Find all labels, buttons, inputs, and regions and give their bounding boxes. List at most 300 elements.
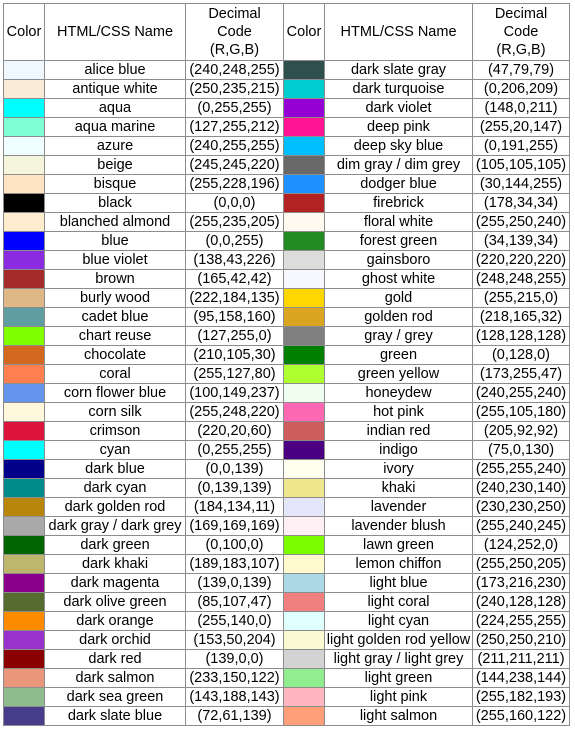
color-rgb-value: (255,250,205) [473,555,570,574]
color-swatch [4,232,44,250]
color-swatch-cell [4,403,45,422]
color-swatch [4,650,44,668]
color-swatch [4,194,44,212]
color-rgb-value: (34,139,34) [473,232,570,251]
color-name: dark turquoise [325,80,473,99]
color-name: corn silk [45,403,186,422]
table-row [4,422,570,441]
table-row [4,479,570,498]
color-rgb-value: (218,165,32) [473,308,570,327]
color-rgb-value: (0,206,209) [473,80,570,99]
color-name: dark cyan [45,479,186,498]
color-name: azure [45,137,186,156]
color-name: beige [45,156,186,175]
color-rgb-value: (165,42,42) [186,270,284,289]
color-swatch [4,460,44,478]
color-swatch [284,194,324,212]
color-name: lavender [325,498,473,517]
color-swatch-cell [284,99,325,118]
color-swatch-cell [284,194,325,213]
color-rgb-value: (85,107,47) [186,593,284,612]
color-name: deep sky blue [325,137,473,156]
table-row [4,574,570,593]
color-name: blue [45,232,186,251]
color-rgb-value: (0,128,0) [473,346,570,365]
color-swatch [284,365,324,383]
color-name: dark violet [325,99,473,118]
color-name: dark magenta [45,574,186,593]
table-row [4,61,570,80]
color-name: dodger blue [325,175,473,194]
table-row [4,346,570,365]
color-name: crimson [45,422,186,441]
color-swatch [284,441,324,459]
table-row [4,650,570,669]
color-swatch [284,403,324,421]
color-rgb-value: (139,0,0) [186,650,284,669]
color-swatch [284,422,324,440]
color-swatch-cell [4,707,45,726]
color-swatch [284,650,324,668]
color-swatch-cell [4,194,45,213]
color-swatch-cell [284,270,325,289]
color-rgb-value: (0,100,0) [186,536,284,555]
color-swatch [284,631,324,649]
color-swatch-cell [284,80,325,99]
color-swatch [284,517,324,535]
color-swatch-cell [284,479,325,498]
color-swatch-cell [4,346,45,365]
table-row [4,270,570,289]
header-color-left: Color [4,4,45,61]
color-swatch-cell [284,61,325,80]
color-swatch [284,251,324,269]
table-row [4,403,570,422]
color-swatch [284,61,324,79]
color-swatch-cell [4,441,45,460]
color-swatch-cell [284,669,325,688]
color-name: antique white [45,80,186,99]
table-row [4,669,570,688]
color-swatch [4,156,44,174]
table-row [4,118,570,137]
color-swatch [4,631,44,649]
color-rgb-value: (255,140,0) [186,612,284,631]
color-name: dark orchid [45,631,186,650]
color-rgb-value: (30,144,255) [473,175,570,194]
table-row [4,232,570,251]
color-swatch [4,308,44,326]
color-swatch-cell [284,422,325,441]
color-swatch-cell [4,669,45,688]
color-name: alice blue [45,61,186,80]
color-rgb-value: (173,216,230) [473,574,570,593]
color-name: dark red [45,650,186,669]
color-swatch-cell [4,593,45,612]
color-swatch [284,137,324,155]
color-swatch-cell [4,175,45,194]
color-swatch [284,80,324,98]
color-rgb-value: (255,228,196) [186,175,284,194]
header-decimal-line2: Code [217,24,252,40]
color-name: dark green [45,536,186,555]
color-swatch [284,669,324,687]
table-row [4,99,570,118]
color-swatch-cell [4,460,45,479]
color-name: aqua [45,99,186,118]
color-rgb-value: (0,0,139) [186,460,284,479]
color-swatch [4,61,44,79]
color-swatch-cell [4,251,45,270]
color-name: burly wood [45,289,186,308]
color-rgb-value: (240,230,140) [473,479,570,498]
color-rgb-value: (124,252,0) [473,536,570,555]
color-swatch-cell [4,213,45,232]
color-rgb-value: (139,0,139) [186,574,284,593]
color-swatch-cell [4,99,45,118]
color-swatch-cell [4,156,45,175]
color-name: lawn green [325,536,473,555]
color-name: brown [45,270,186,289]
color-swatch [4,422,44,440]
color-name: gold [325,289,473,308]
color-name: light cyan [325,612,473,631]
table-row [4,137,570,156]
color-swatch [284,346,324,364]
color-swatch-cell [4,517,45,536]
color-name: lavender blush [325,517,473,536]
color-rgb-value: (230,230,250) [473,498,570,517]
color-name: dark orange [45,612,186,631]
header-decimal-line3: (R,G,B) [209,42,260,58]
color-name: forest green [325,232,473,251]
color-swatch-cell [284,612,325,631]
color-rgb-value: (255,127,80) [186,365,284,384]
color-rgb-value: (248,248,255) [473,270,570,289]
color-swatch [4,213,44,231]
color-name: light salmon [325,707,473,726]
color-swatch-cell [4,631,45,650]
color-rgb-value: (189,183,107) [186,555,284,574]
color-name: aqua marine [45,118,186,137]
color-swatch [284,498,324,516]
color-name: dark gray / dark grey [45,517,186,536]
table-row [4,441,570,460]
color-reference-table [3,3,570,726]
color-name: dark blue [45,460,186,479]
color-name: chocolate [45,346,186,365]
color-rgb-value: (0,191,255) [473,137,570,156]
color-rgb-value: (0,0,255) [186,232,284,251]
color-rgb-value: (255,105,180) [473,403,570,422]
color-swatch [4,612,44,630]
color-rgb-value: (240,248,255) [186,61,284,80]
color-swatch-cell [4,612,45,631]
color-swatch-cell [284,631,325,650]
color-name: light pink [325,688,473,707]
color-swatch [284,327,324,345]
color-swatch [4,346,44,364]
color-name: deep pink [325,118,473,137]
color-swatch-cell [284,251,325,270]
color-rgb-value: (255,182,193) [473,688,570,707]
color-swatch [284,555,324,573]
color-rgb-value: (255,240,245) [473,517,570,536]
color-swatch-cell [284,137,325,156]
color-name: black [45,194,186,213]
color-rgb-value: (184,134,11) [186,498,284,517]
color-swatch [4,327,44,345]
color-rows [4,61,570,726]
color-swatch-cell [4,422,45,441]
header-decimal-left [186,4,284,61]
color-rgb-value: (245,245,220) [186,156,284,175]
color-rgb-value: (240,128,128) [473,593,570,612]
color-swatch-cell [284,441,325,460]
color-name: green yellow [325,365,473,384]
color-swatch-cell [284,327,325,346]
color-rgb-value: (205,92,92) [473,422,570,441]
color-name: dark slate blue [45,707,186,726]
color-swatch [4,517,44,535]
color-swatch-cell [284,308,325,327]
table-row [4,593,570,612]
color-swatch [284,118,324,136]
color-rgb-value: (210,105,30) [186,346,284,365]
table-row [4,289,570,308]
table-row [4,517,570,536]
color-swatch-cell [4,384,45,403]
color-swatch-cell [4,270,45,289]
color-swatch-cell [4,555,45,574]
header-name-left: HTML/CSS Name [45,4,186,61]
color-name: khaki [325,479,473,498]
color-swatch-cell [284,688,325,707]
color-swatch [4,669,44,687]
color-name: dark khaki [45,555,186,574]
color-swatch-cell [284,289,325,308]
table-row [4,308,570,327]
table-row [4,175,570,194]
table-row [4,80,570,99]
color-name: gray / grey [325,327,473,346]
color-swatch-cell [4,498,45,517]
color-swatch [4,118,44,136]
color-swatch-cell [4,232,45,251]
color-swatch [4,593,44,611]
header-decimal-right [473,4,570,61]
color-swatch [4,574,44,592]
color-rgb-value: (148,0,211) [473,99,570,118]
color-rgb-value: (255,20,147) [473,118,570,137]
color-name: ghost white [325,270,473,289]
color-swatch-cell [4,289,45,308]
color-name: bisque [45,175,186,194]
color-rgb-value: (255,250,240) [473,213,570,232]
table-row [4,612,570,631]
header-decimal-line2: Code [503,24,539,40]
color-rgb-value: (75,0,130) [473,441,570,460]
color-rgb-value: (220,20,60) [186,422,284,441]
table-row [4,460,570,479]
color-swatch [284,213,324,231]
color-swatch-cell [4,365,45,384]
color-swatch [4,365,44,383]
header-name-right: HTML/CSS Name [325,4,473,61]
color-swatch [284,574,324,592]
table-row [4,707,570,726]
color-name: light golden rod yellow [325,631,473,650]
table-row [4,498,570,517]
color-swatch-cell [284,460,325,479]
color-rgb-value: (0,0,0) [186,194,284,213]
color-rgb-value: (127,255,212) [186,118,284,137]
color-swatch-cell [4,118,45,137]
color-swatch [4,441,44,459]
table-row [4,365,570,384]
color-swatch [284,99,324,117]
color-name: indian red [325,422,473,441]
color-swatch-cell [4,327,45,346]
color-swatch-cell [284,384,325,403]
color-swatch-cell [4,650,45,669]
color-rgb-value: (255,248,220) [186,403,284,422]
table-row [4,251,570,270]
color-swatch [284,688,324,706]
color-rgb-value: (0,255,255) [186,99,284,118]
color-name: gainsboro [325,251,473,270]
color-rgb-value: (220,220,220) [473,251,570,270]
color-rgb-value: (95,158,160) [186,308,284,327]
color-name: hot pink [325,403,473,422]
color-swatch [284,479,324,497]
color-name: floral white [325,213,473,232]
color-swatch-cell [284,574,325,593]
color-name: light gray / light grey [325,650,473,669]
color-swatch [4,555,44,573]
color-name: cadet blue [45,308,186,327]
color-swatch [4,251,44,269]
color-rgb-value: (47,79,79) [473,61,570,80]
color-rgb-value: (178,34,34) [473,194,570,213]
table-row [4,156,570,175]
color-swatch [284,270,324,288]
color-swatch [4,270,44,288]
header-decimal-line1: Decimal [208,6,261,22]
color-swatch-cell [284,593,325,612]
table-row [4,384,570,403]
color-name: chart reuse [45,327,186,346]
color-swatch-cell [284,650,325,669]
color-swatch [284,232,324,250]
color-swatch-cell [4,308,45,327]
color-swatch-cell [284,213,325,232]
color-swatch [4,707,44,725]
color-name: light coral [325,593,473,612]
color-swatch [4,99,44,117]
color-rgb-value: (173,255,47) [473,365,570,384]
color-rgb-value: (153,50,204) [186,631,284,650]
color-swatch [4,688,44,706]
header-color-right: Color [284,4,325,61]
color-swatch [284,707,324,725]
color-rgb-value: (127,255,0) [186,327,284,346]
color-rgb-value: (0,255,255) [186,441,284,460]
color-rgb-value: (250,250,210) [473,631,570,650]
color-swatch-cell [4,137,45,156]
color-name: blue violet [45,251,186,270]
table-row [4,536,570,555]
color-rgb-value: (169,169,169) [186,517,284,536]
color-swatch-cell [284,156,325,175]
color-name: corn flower blue [45,384,186,403]
color-swatch [284,308,324,326]
color-rgb-value: (222,184,135) [186,289,284,308]
color-name: dark slate gray [325,61,473,80]
color-swatch-cell [4,536,45,555]
color-rgb-value: (255,160,122) [473,707,570,726]
color-swatch-cell [284,118,325,137]
header-row [4,4,570,61]
color-name: light green [325,669,473,688]
color-rgb-value: (211,211,211) [473,650,570,669]
color-swatch [4,536,44,554]
color-name: golden rod [325,308,473,327]
color-rgb-value: (105,105,105) [473,156,570,175]
color-swatch [4,175,44,193]
color-swatch-cell [4,479,45,498]
color-swatch-cell [284,346,325,365]
color-name: lemon chiffon [325,555,473,574]
color-swatch-cell [4,80,45,99]
color-swatch [4,479,44,497]
color-rgb-value: (72,61,139) [186,707,284,726]
color-name: coral [45,365,186,384]
color-rgb-value: (240,255,240) [473,384,570,403]
color-rgb-value: (255,215,0) [473,289,570,308]
color-rgb-value: (138,43,226) [186,251,284,270]
color-swatch-cell [4,61,45,80]
color-swatch [4,137,44,155]
color-rgb-value: (0,139,139) [186,479,284,498]
table-row [4,213,570,232]
color-name: blanched almond [45,213,186,232]
color-swatch [284,612,324,630]
color-swatch [284,289,324,307]
color-swatch [284,536,324,554]
table-row [4,688,570,707]
color-rgb-value: (250,235,215) [186,80,284,99]
color-swatch-cell [4,574,45,593]
header-decimal-line3: (R,G,B) [496,42,546,58]
color-swatch [4,498,44,516]
color-rgb-value: (224,255,255) [473,612,570,631]
table-row [4,631,570,650]
color-swatch-cell [284,403,325,422]
color-swatch [284,593,324,611]
color-swatch [4,80,44,98]
color-name: dark salmon [45,669,186,688]
color-rgb-value: (100,149,237) [186,384,284,403]
color-name: dark olive green [45,593,186,612]
color-swatch-cell [284,517,325,536]
color-name: ivory [325,460,473,479]
color-swatch [284,156,324,174]
color-name: indigo [325,441,473,460]
color-swatch-cell [284,498,325,517]
color-swatch [284,384,324,402]
color-name: dark golden rod [45,498,186,517]
